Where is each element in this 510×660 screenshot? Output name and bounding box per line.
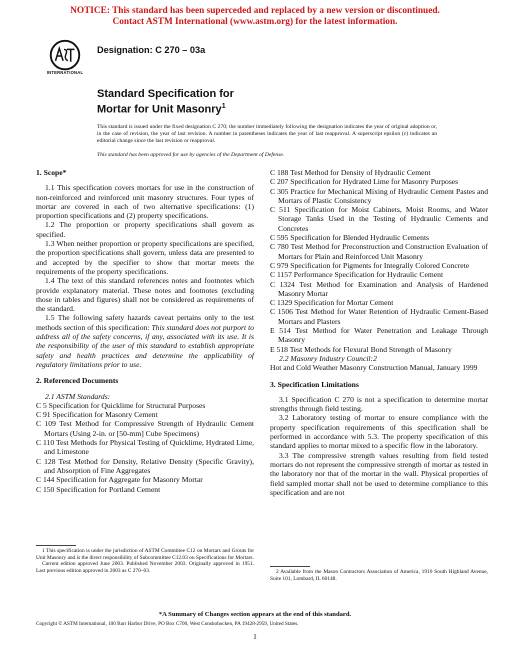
ref-c109: C 109 Test Method for Compressive Strength of Hydraulic Cement Mortars (Using 2-in. or [50-mm] Cube Specimens) xyxy=(36,419,254,438)
para-1-4: 1.4 The text of this standard references notes and footnotes which provide explanatory material. These notes and footnotes (excluding those in tables and figures) shall not be considered as requirements of the standard. xyxy=(36,276,254,314)
section-3-heading: 3. Specification Limitations xyxy=(270,379,359,389)
copyright: Copyright © ASTM International, 100 Barr Harbor Drive, PO Box C700, West Conshohocken, PA 19428-2959, United States. xyxy=(36,621,299,627)
ref-c5: C 5 Specification for Quicklime for Structural Purposes xyxy=(36,400,206,410)
issued-note: This standard is issued under the fixed designation C 270; the number immediately following the designation indicates the year of original adoption or, in the case of revision, the year of last revision. A number in parentheses indicates the year of last reapproval. A superscript epsilon (ε) indicates an editorial change since the last revision or reapproval. xyxy=(97,124,437,145)
title-line-1: Standard Specification for xyxy=(97,88,234,100)
ref-c780: C 780 Test Method for Preconstruction and Construction Evaluation of Mortars for Plain and Reinforced Unit Masonry xyxy=(270,242,488,261)
footnote-rule-right xyxy=(270,566,310,567)
notice-line-1: NOTICE: This standard has been superceded and replaced by a new version or discontinued. xyxy=(70,6,440,16)
section-1-heading: 1. Scope* xyxy=(36,168,67,177)
footnote-1 xyxy=(36,548,254,574)
approved-note: This standard has been approved for use by agencies of the Department of Defense. xyxy=(97,152,285,158)
ref-e514: E 514 Test Method for Water Penetration and Leakage Through Masonry xyxy=(270,326,488,345)
para-2-2: 2.2 Masonry Industry Council:2 xyxy=(279,353,377,363)
para-1-2: 1.2 The proportion or property specifications shall govern as specified. xyxy=(36,220,254,239)
document-title xyxy=(97,88,234,116)
safety-caveat: This standard does not purport to address all of the safety concerns, if any, associated with its use. It is the responsibility of the user of this standard to establish appropriate safety and health practices and determine the applicability of regulatory limitations prior to use. xyxy=(36,322,254,369)
para-2-1: 2.1 ASTM Standards: xyxy=(45,391,111,401)
para-3-1: 3.1 Specification C 270 is not a specification to determine mortar strengths through field testing. xyxy=(270,394,488,414)
ref-e518: E 518 Test Methods for Flexural Bond Strength of Masonry xyxy=(270,344,452,354)
footnote-2-text: 2 Available from the Mason Contractors Association of America, 1910 South Highland Avenue, Suite 101, Lombard, IL 60148. xyxy=(270,569,488,582)
para-3-3: 3.3 The compressive strength values resulting from field tested mortars do not represent the compressive strength of mortar as tested in the laboratory nor that of the mortar in the wall. Physical properties of field sampled mortar shall not be used to determine compliance to this specification and are not xyxy=(270,450,488,497)
ref-c1324: C 1324 Test Method for Examination and Analysis of Hardened Masonry Mortar xyxy=(270,279,488,298)
ref-c144: C 144 Specification for Aggregate for Masonry Mortar xyxy=(36,475,203,485)
ref-c207: C 207 Specification for Hydrated Lime for Masonry Purposes xyxy=(270,177,459,187)
ref-c1329: C 1329 Specification for Mortar Cement xyxy=(270,298,394,308)
ref-c1157: C 1157 Performance Specification for Hydraulic Cement xyxy=(270,270,444,280)
notice-line-2: Contact ASTM International (www.astm.org) for the latest information. xyxy=(112,17,398,27)
title-line-2 xyxy=(97,101,234,116)
footnote-1-a: 1 This specification is under the jurisdiction of ASTM Committee C12 on Mortars and Grouts for Unit Masonry and is the direct responsibility of Subcommittee C12.03 on Specifications for Mortars. xyxy=(36,548,254,561)
title-text: Mortar for Unit Masonry xyxy=(97,103,222,116)
footnote-rule-left xyxy=(36,545,76,546)
ref-c511: C 511 Specification for Moist Cabinets, Moist Rooms, and Water Storage Tanks Used in the Testing of Hydraulic Cements and Concretes xyxy=(270,205,488,233)
footnote-2 xyxy=(270,569,488,582)
summary-note: *A Summary of Changes section appears at the end of this standard. xyxy=(158,611,352,618)
ref-masonry-manual: Hot and Cold Weather Masonry Construction Manual, January 1999 xyxy=(270,363,478,373)
title-footnote-mark: 1 xyxy=(221,102,226,110)
ref-c305: C 305 Practice for Mechanical Mixing of Hydraulic Cement Pastes and Mortars of Plastic Consistency xyxy=(270,186,488,205)
ref-c110: C 110 Test Methods for Physical Testing of Quicklime, Hydrated Lime, and Limestone xyxy=(36,438,254,457)
ref-c188: C 188 Test Method for Density of Hydraulic Cement xyxy=(270,168,431,177)
ref-c1506: C 1506 Test Method for Water Retention of Hydraulic Cement-Based Mortars and Plasters xyxy=(270,307,488,326)
footnote-1-b: Current edition approved June 2003. Published November 2003. Originally approved in 1951. Last previous edition approved in 2003 as C 270–03. xyxy=(36,561,254,574)
para-1-5 xyxy=(36,313,254,369)
ref-c128: C 128 Test Method for Density, Relative Density (Specific Gravity), and Absorption of Fine Aggregates xyxy=(36,456,254,475)
logo-subtext: INTERNATIONAL xyxy=(46,70,84,75)
designation: Designation: C 270 – 03a xyxy=(97,45,206,55)
para-1-3: 1.3 When neither proportion or property specifications are specified, the proportion specifications shall govern, unless data are presented to and accepted by the specifier to show that mortar meets the requirements of the property specifications. xyxy=(36,239,254,276)
para-3-2: 3.2 Laboratory testing of mortar to ensure compliance with the property specification requirements of this specification shall be performed in accordance with 5.3. The property specification of this standard applies to mortar mixed to a specific flow in the laboratory. xyxy=(270,413,488,451)
page-number: 1 xyxy=(253,632,257,641)
left-column xyxy=(36,168,254,494)
ref-c595: C 595 Specification for Blended Hydraulic Cements xyxy=(270,233,430,243)
para-1-5-text: 1.5 The following safety hazards caveat pertains only to the test methods section of this specification: xyxy=(36,313,254,332)
right-column xyxy=(270,168,488,497)
section-2-heading: 2. Referenced Documents xyxy=(36,376,119,386)
supersede-notice xyxy=(0,6,510,28)
ref-c91: C 91 Specification for Masonry Cement xyxy=(36,410,158,420)
para-1-1: 1.1 This specification covers mortars for use in the construction of non-reinforced and reinforced unit masonry structures. Four types of mortar are covered in each of two alternative specifications: (1) proportion specifications and (2) property specifications. xyxy=(36,183,254,221)
ref-c979: C 979 Specification for Pigments for Integrally Colored Concrete xyxy=(270,260,470,270)
ref-c150: C 150 Specification for Portland Cement xyxy=(36,484,161,494)
